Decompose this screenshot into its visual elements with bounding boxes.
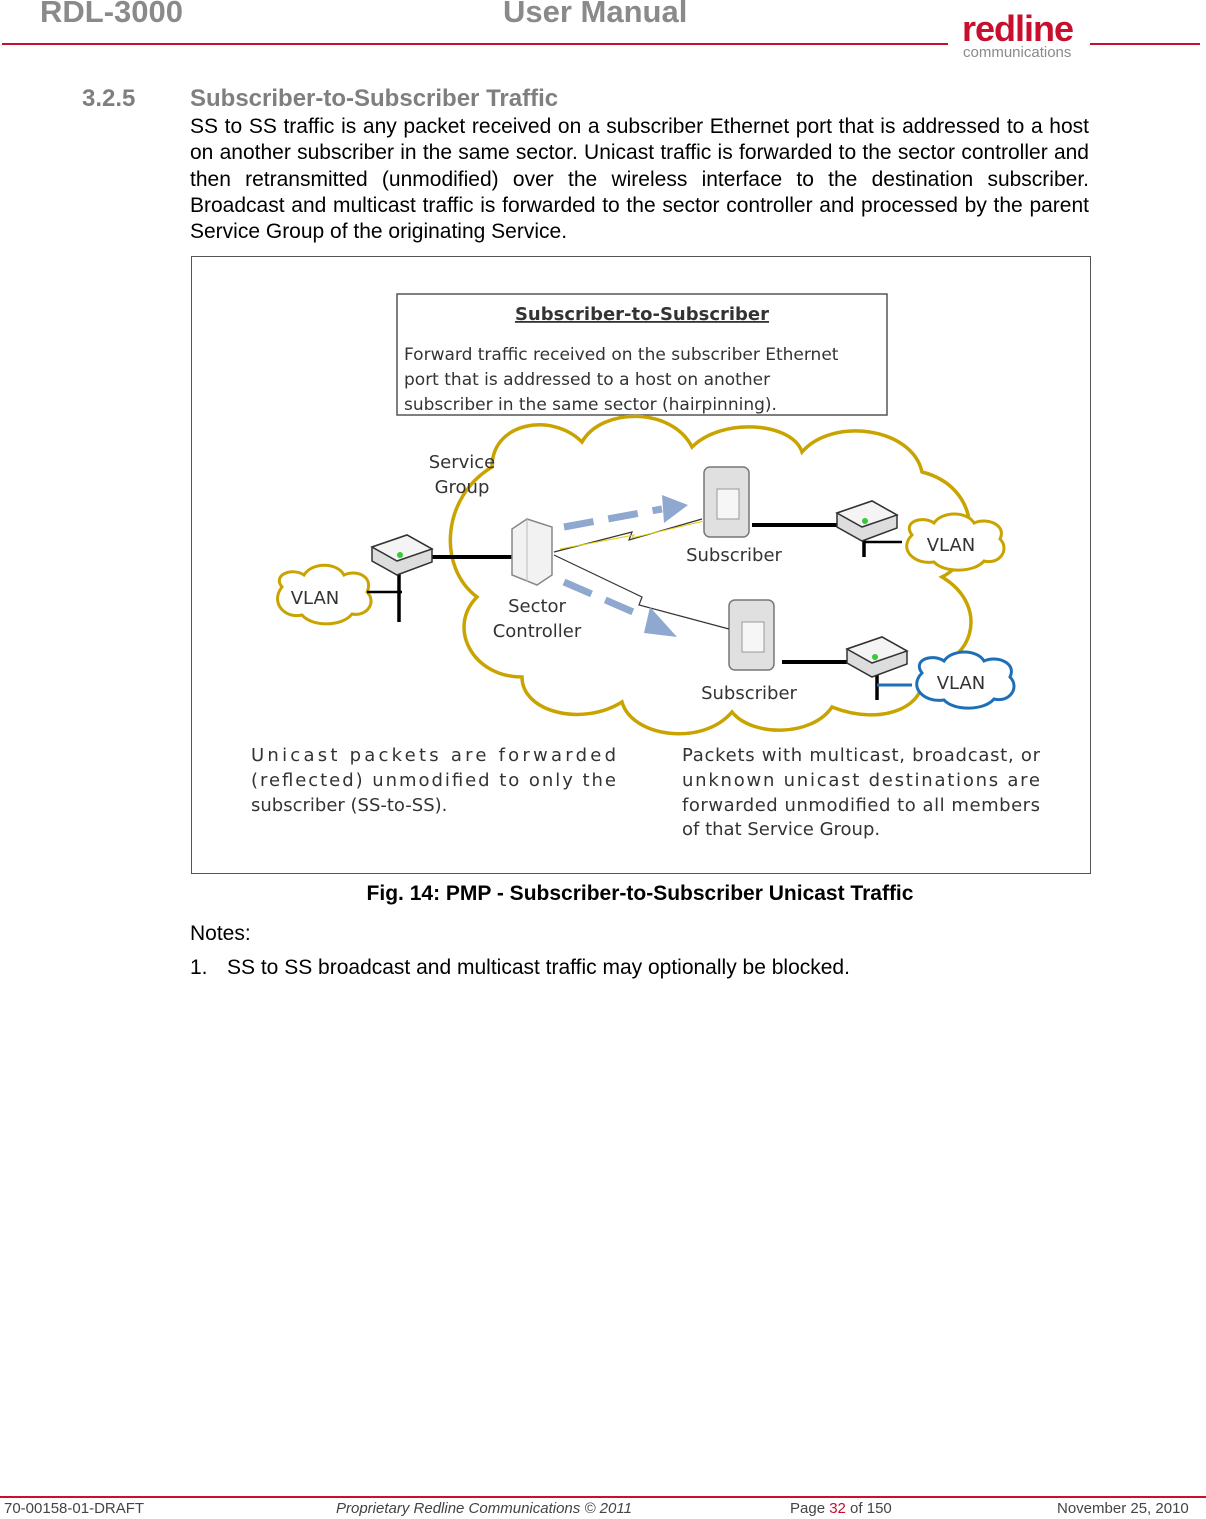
note-number: 1. — [190, 956, 208, 979]
subscriber-device-top — [704, 467, 749, 537]
left-note-line-3: subscriber (SS-to-SS). — [251, 795, 448, 816]
header-product: RDL-3000 — [40, 0, 183, 29]
footer-rule — [0, 1496, 1206, 1498]
right-note-line-2: unknown unicast destinations are — [682, 770, 1040, 791]
footer-date: November 25, 2010 — [1057, 1500, 1189, 1517]
subscriber-device-bottom — [729, 600, 774, 670]
vlan-label-left: VLAN — [290, 588, 340, 609]
router-left — [372, 535, 432, 575]
footer-doc-id: 70-00158-01-DRAFT — [4, 1500, 145, 1517]
note-item — [190, 956, 850, 980]
note-text: SS to SS broadcast and multicast traffic may optionally be blocked. — [227, 956, 850, 979]
vlan-label-right-top: VLAN — [926, 535, 976, 556]
section-body: SS to SS traffic is any packet received on a subscriber Ethernet port that is addressed to a host on another subscriber in the same sector. Unicast traffic is forwarded to the sector controller and then retransmitted (unmodified) over the wireless interface to the destination subscriber. Broadcast and multicast traffic is forwarded to the sector controller and processed by the parent Service Group of the originating Service. — [190, 115, 1089, 244]
logo-tagline: communications — [963, 44, 1072, 61]
footer-page — [790, 1500, 892, 1517]
header-doc-type: User Manual — [503, 0, 688, 29]
section-title: Subscriber-to-Subscriber Traffic — [190, 85, 559, 112]
description-line-2: port that is addressed to a host on another — [404, 370, 771, 390]
footer-page-prefix: Page — [790, 1500, 830, 1517]
section-number: 3.2.5 — [82, 85, 136, 112]
sector-controller-label-1: Sector — [508, 596, 566, 617]
header-rule-right — [1090, 43, 1200, 45]
left-note-line-2: (reflected) unmodified to only the — [251, 770, 616, 791]
vlan-label-right-bottom: VLAN — [936, 673, 986, 694]
sector-controller-label-2: Controller — [492, 621, 582, 642]
logo-wordmark: redline — [962, 8, 1074, 49]
right-note-line-3: forwarded unmodified to all members — [682, 795, 1040, 816]
description-title: Subscriber-to-Subscriber — [514, 304, 770, 325]
service-group-label-2: Group — [434, 477, 490, 498]
left-note-line-1: Unicast packets are forwarded — [251, 745, 616, 766]
description-line-3: subscriber in the same sector (hairpinning). — [404, 395, 777, 415]
sector-controller-device — [512, 519, 552, 585]
header-rule-left — [2, 43, 948, 45]
figure-caption: Fig. 14: PMP - Subscriber-to-Subscriber Unicast Traffic — [366, 882, 914, 905]
figure-diagram — [191, 256, 1091, 874]
subscriber-label-top: Subscriber — [686, 545, 782, 566]
footer-page-suffix: of 150 — [845, 1500, 892, 1517]
right-note-line-4: of that Service Group. — [682, 819, 881, 840]
footer-page-number: 32 — [829, 1500, 846, 1517]
service-group-label-1: Service — [428, 452, 496, 473]
notes-label: Notes: — [190, 922, 251, 945]
subscriber-label-bottom: Subscriber — [701, 683, 797, 704]
right-note-line-1: Packets with multicast, broadcast, or — [682, 745, 1040, 766]
footer-copyright: Proprietary Redline Communications © 2011 — [336, 1500, 632, 1517]
description-line-1: Forward traffic received on the subscriber Ethernet — [404, 345, 839, 365]
